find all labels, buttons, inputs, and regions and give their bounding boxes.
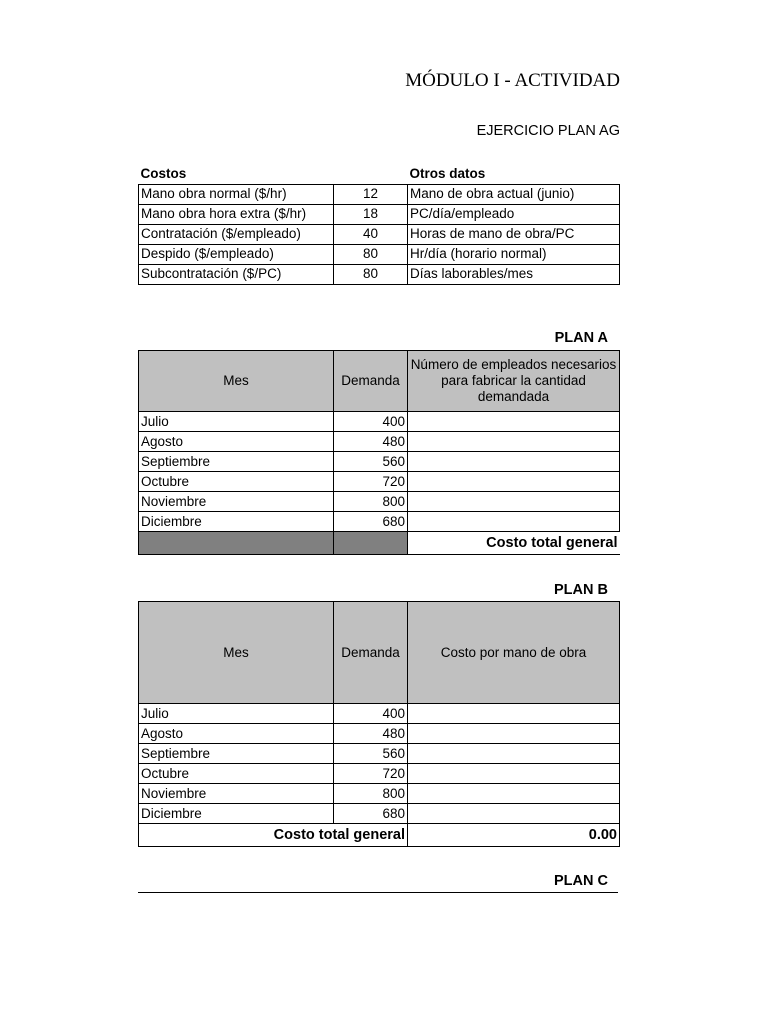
month-cell[interactable]: Diciembre bbox=[139, 804, 334, 824]
demand-cell[interactable]: 400 bbox=[334, 704, 408, 724]
month-cell[interactable]: Septiembre bbox=[139, 452, 334, 472]
cost-label[interactable]: Subcontratación ($/PC) bbox=[139, 264, 334, 284]
other-data-header: Otros datos bbox=[409, 165, 486, 181]
cost-label[interactable]: Mano obra normal ($/hr) bbox=[139, 184, 334, 204]
plan-b-table bbox=[138, 601, 620, 847]
plan-a-header-empleados: Número de empleados necesarios para fabricar la cantidad demandada bbox=[408, 351, 620, 412]
employees-cell[interactable] bbox=[408, 432, 620, 452]
table-row bbox=[139, 224, 620, 244]
other-data-label[interactable]: PC/día/empleado bbox=[408, 204, 620, 224]
costs-header: Costos bbox=[140, 165, 187, 181]
table-row bbox=[139, 512, 620, 532]
plan-c-divider bbox=[138, 892, 618, 893]
month-cell[interactable]: Julio bbox=[139, 412, 334, 432]
table-row bbox=[139, 472, 620, 492]
month-cell[interactable]: Noviembre bbox=[139, 784, 334, 804]
demand-cell[interactable]: 400 bbox=[334, 412, 408, 432]
demand-cell[interactable]: 680 bbox=[334, 512, 408, 532]
demand-cell[interactable]: 680 bbox=[334, 804, 408, 824]
labor-cost-cell[interactable] bbox=[408, 764, 620, 784]
cost-label[interactable]: Contratación ($/empleado) bbox=[139, 224, 334, 244]
table-row bbox=[139, 264, 620, 284]
employees-cell[interactable] bbox=[408, 492, 620, 512]
demand-cell[interactable]: 800 bbox=[334, 492, 408, 512]
month-cell[interactable]: Noviembre bbox=[139, 492, 334, 512]
total-value[interactable]: 0.00 bbox=[408, 824, 620, 847]
month-cell[interactable]: Diciembre bbox=[139, 512, 334, 532]
table-row bbox=[139, 204, 620, 224]
month-cell[interactable]: Agosto bbox=[139, 432, 334, 452]
table-row bbox=[139, 244, 620, 264]
cost-label[interactable]: Despido ($/empleado) bbox=[139, 244, 334, 264]
demand-cell[interactable]: 720 bbox=[334, 472, 408, 492]
month-cell[interactable]: Agosto bbox=[139, 724, 334, 744]
labor-cost-cell[interactable] bbox=[408, 704, 620, 724]
document-title: MÓDULO I - ACTIVIDAD bbox=[405, 70, 620, 91]
plan-a-table bbox=[138, 350, 620, 555]
plan-a-label: PLAN A bbox=[554, 330, 608, 346]
total-row bbox=[139, 824, 620, 847]
total-filler-cell bbox=[334, 532, 408, 555]
employees-cell[interactable] bbox=[408, 412, 620, 432]
total-label: Costo total general bbox=[139, 824, 408, 847]
total-filler-cell bbox=[139, 532, 334, 555]
labor-cost-cell[interactable] bbox=[408, 784, 620, 804]
table-row bbox=[139, 724, 620, 744]
demand-cell[interactable]: 720 bbox=[334, 764, 408, 784]
other-data-label[interactable]: Mano de obra actual (junio) bbox=[408, 184, 620, 204]
other-data-label[interactable]: Días laborables/mes bbox=[408, 264, 620, 284]
employees-cell[interactable] bbox=[408, 472, 620, 492]
month-cell[interactable]: Julio bbox=[139, 704, 334, 724]
other-data-label[interactable]: Horas de mano de obra/PC bbox=[408, 224, 620, 244]
table-row bbox=[139, 704, 620, 724]
table-row bbox=[139, 492, 620, 512]
plan-b-header-demanda: Demanda bbox=[334, 602, 408, 704]
labor-cost-cell[interactable] bbox=[408, 804, 620, 824]
plan-a-header-demanda: Demanda bbox=[334, 351, 408, 412]
cost-value[interactable]: 40 bbox=[334, 224, 408, 244]
cost-value[interactable]: 80 bbox=[334, 244, 408, 264]
plan-b-header-mes: Mes bbox=[139, 602, 334, 704]
cost-value[interactable]: 80 bbox=[334, 264, 408, 284]
cost-value[interactable]: 18 bbox=[334, 204, 408, 224]
table-row bbox=[139, 764, 620, 784]
cost-label[interactable]: Mano obra hora extra ($/hr) bbox=[139, 204, 334, 224]
month-cell[interactable]: Octubre bbox=[139, 472, 334, 492]
total-row bbox=[139, 532, 620, 555]
table-row bbox=[139, 432, 620, 452]
demand-cell[interactable]: 800 bbox=[334, 784, 408, 804]
costs-table bbox=[138, 164, 620, 285]
labor-cost-cell[interactable] bbox=[408, 724, 620, 744]
cost-value[interactable]: 12 bbox=[334, 184, 408, 204]
costs-header-spacer bbox=[334, 164, 408, 184]
employees-cell[interactable] bbox=[408, 512, 620, 532]
total-label: Costo total general bbox=[408, 532, 620, 555]
table-row bbox=[139, 744, 620, 764]
demand-cell[interactable]: 480 bbox=[334, 432, 408, 452]
document-subtitle: EJERCICIO PLAN AG bbox=[476, 123, 620, 139]
plan-a-header-mes: Mes bbox=[139, 351, 334, 412]
labor-cost-cell[interactable] bbox=[408, 744, 620, 764]
table-row bbox=[139, 804, 620, 824]
table-row bbox=[139, 784, 620, 804]
table-row bbox=[139, 412, 620, 432]
table-row bbox=[139, 452, 620, 472]
plan-b-header-costo: Costo por mano de obra bbox=[408, 602, 620, 704]
table-row bbox=[139, 184, 620, 204]
plan-c-label: PLAN C bbox=[554, 873, 608, 889]
month-cell[interactable]: Octubre bbox=[139, 764, 334, 784]
other-data-label[interactable]: Hr/día (horario normal) bbox=[408, 244, 620, 264]
month-cell[interactable]: Septiembre bbox=[139, 744, 334, 764]
plan-b-label: PLAN B bbox=[554, 582, 608, 598]
demand-cell[interactable]: 480 bbox=[334, 724, 408, 744]
employees-cell[interactable] bbox=[408, 452, 620, 472]
demand-cell[interactable]: 560 bbox=[334, 452, 408, 472]
demand-cell[interactable]: 560 bbox=[334, 744, 408, 764]
